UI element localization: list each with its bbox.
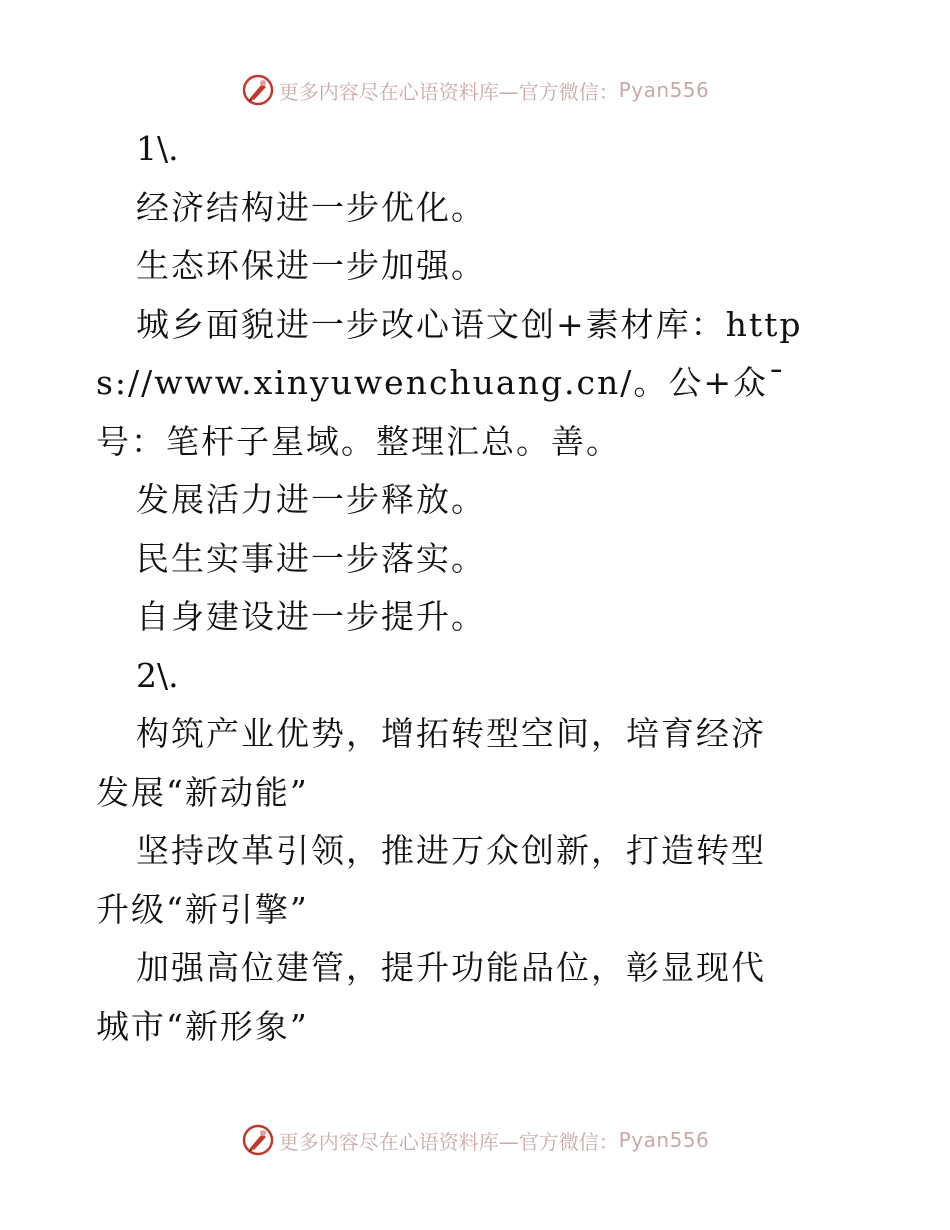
pen-logo-icon [241, 1123, 275, 1157]
paragraph: 自身建设进一步提升。 [136, 597, 486, 636]
section-number: 2\. [136, 655, 179, 695]
paragraph: 城乡面貌进一步改心语文创+素材库：https://www.xinyuwenchuang.cn/。公+众¯号：笔杆子星域。整理汇总。善。 [96, 304, 803, 461]
paragraph: 经济结构进一步优化。 [136, 187, 486, 227]
footer-banner-contact: Pyan556 [618, 1128, 710, 1152]
footer-banner-text: 更多内容尽在心语资料库—官方微信： [278, 1129, 619, 1154]
section-number: 1\. [136, 129, 179, 168]
header-banner-contact: Pyan556 [618, 78, 710, 102]
header-banner-text: 更多内容尽在心语资料库—官方微信： [278, 79, 619, 104]
paragraph: 加强高位建管，提升功能品位，彰显现代城市“新形象” [96, 948, 766, 1046]
paragraph: 发展活力进一步释放。 [136, 480, 486, 519]
document-body [96, 120, 836, 1056]
paragraph: 坚持改革引领，推进万众创新，打造转型升级“新引擎” [96, 831, 766, 929]
footer-banner [0, 1120, 950, 1160]
paragraph: 生态环保进一步加强。 [136, 246, 486, 285]
paragraph: 构筑产业优势，增拓转型空间，培育经济发展“新动能” [96, 714, 766, 812]
pen-logo-icon [241, 73, 275, 107]
paragraph: 民生实事进一步落实。 [136, 538, 486, 578]
header-banner [0, 70, 950, 110]
